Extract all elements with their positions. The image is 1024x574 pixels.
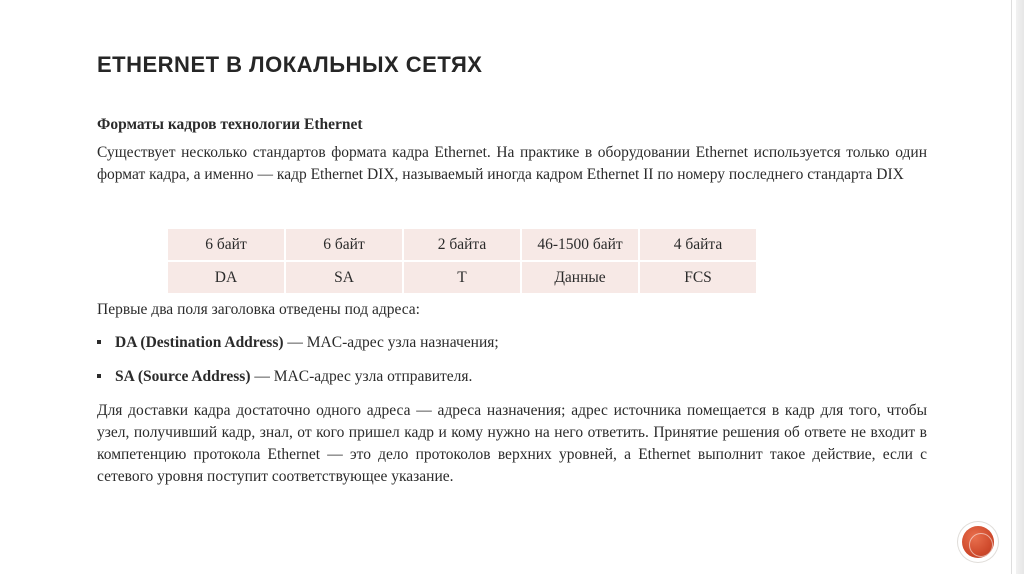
- frame-size-cell: 6 байт: [168, 229, 284, 260]
- frame-field-cell: DA: [168, 262, 284, 293]
- circle-nav-button-icon: [962, 526, 994, 558]
- frame-field-cell: Данные: [522, 262, 638, 293]
- nav-ring: [969, 533, 993, 557]
- frame-field-cell: FCS: [640, 262, 756, 293]
- frame-fields-row: [168, 262, 756, 293]
- bullet-text: [115, 368, 472, 386]
- bullet-desc: — MAC-адрес узла назначения;: [283, 334, 499, 351]
- ethernet-frame-table: [166, 227, 758, 295]
- slide-edge-decoration: [1016, 0, 1024, 574]
- bullet-term: DA (Destination Address): [115, 334, 284, 351]
- frame-size-cell: 4 байта: [640, 229, 756, 260]
- frame-sizes-row: [168, 229, 756, 260]
- frame-field-cell: T: [404, 262, 520, 293]
- frame-size-cell: 2 байта: [404, 229, 520, 260]
- address-lead-text: Первые два поля заголовка отведены под адреса:: [97, 301, 420, 318]
- frame-size-cell: 6 байт: [286, 229, 402, 260]
- bullet-item-da: [97, 334, 499, 352]
- bullet-desc: — MAC-адрес узла отправителя.: [250, 368, 473, 385]
- intro-paragraph: Существует несколько стандартов формата кадра Ethernet. На практике в оборудовании Ethernet используется только один формат кадра, а именно — кадр Ethernet DIX, называемый иногда кадром Ethernet II по номеру последнего стандарта DIX: [97, 144, 927, 183]
- bullet-square-icon: [97, 340, 101, 344]
- bullet-term: SA (Source Address): [115, 368, 251, 385]
- section-subheading: Форматы кадров технологии Ethernet: [97, 116, 363, 133]
- slide-title: ETHERNET В ЛОКАЛЬНЫХ СЕТЯХ: [97, 52, 483, 77]
- closing-paragraph: Для доставки кадра достаточно одного адреса — адреса назначения; адрес источника помещается в кадр для того, чтобы узел, получивший кадр, знал, от кого пришел кадр и кому нужно на него ответить. Принятие решения об ответе не входит в компетенцию протокола Ethernet — это дело протоколов верхних уровней, а Ethernet выполнит такое действие, если с сетевого уровня поступит соответствующее указание.: [97, 402, 927, 485]
- bullet-square-icon: [97, 374, 101, 378]
- frame-field-cell: SA: [286, 262, 402, 293]
- slide-edge-line: [1011, 0, 1012, 574]
- slide-nav-button[interactable]: [958, 522, 998, 562]
- frame-size-cell: 46-1500 байт: [522, 229, 638, 260]
- bullet-text: [115, 334, 499, 352]
- bullet-item-sa: [97, 368, 472, 386]
